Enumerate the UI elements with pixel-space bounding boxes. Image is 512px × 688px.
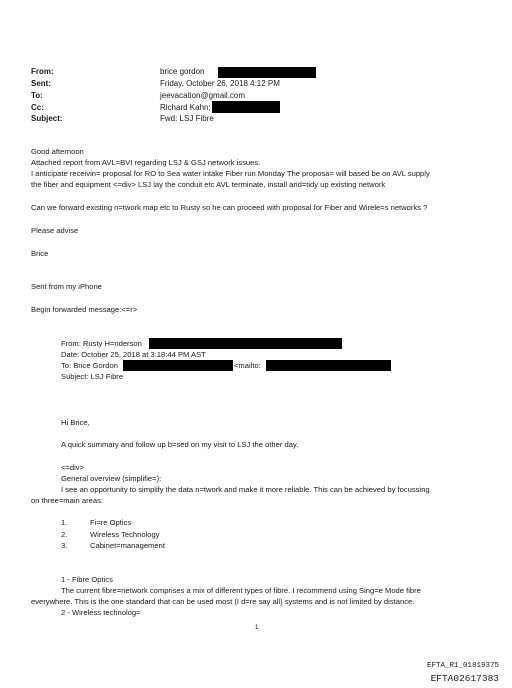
- fibre-text: The current fibre=network comprises a mix of different types of fibre. I recommend using Sing=e Mode fibre: [61, 586, 421, 595]
- list-item: Wireless Technology: [90, 530, 160, 539]
- body-line: the fiber and equipment <=div> LSJ lay the conduit etc AVL terminate, install and=tidy up existing network: [31, 180, 386, 189]
- cc-value: Richard Kahn;: [160, 103, 211, 112]
- from-value: brice gordon: [160, 67, 205, 76]
- to-value: jeevacation@gmail.com: [160, 91, 246, 100]
- to-label: To:: [31, 91, 43, 100]
- fwd-subject: Subject: LSJ Fibre: [61, 372, 124, 381]
- fwd-to: To: Brice Gordon: [61, 361, 118, 370]
- wireless-heading: 2 - Wireless technolog=: [61, 608, 141, 617]
- fwd-opportunity: I see an opportunity to simplify the data n=twork and make it more reliable. This can be achieved by focussing: [61, 485, 430, 494]
- bates-ref-1: EFTA_R1_01819375: [426, 662, 499, 670]
- body-please: Please advise: [31, 226, 79, 235]
- fwd-opportunity: on three=main areas:: [31, 496, 103, 505]
- signature: Brice: [31, 249, 49, 258]
- sent-label: Sent:: [31, 79, 51, 88]
- fwd-hi: Hi Brice,: [61, 418, 90, 427]
- redaction-box: [266, 360, 391, 371]
- subject-value: Fwd: LSJ Fibre: [160, 114, 214, 123]
- greeting: Good afternoon: [31, 147, 84, 156]
- page-number: 1: [255, 625, 259, 631]
- list-number: 3.: [61, 541, 68, 550]
- fibre-text: everywhere. This is the one standard that can be used most (I d=re say all) systems and is not limited by distance.: [31, 597, 415, 606]
- fwd-from: From: Rusty H=nderson: [61, 339, 142, 348]
- cc-label: Cc:: [31, 103, 44, 112]
- list-item: Fi=re Optics: [90, 518, 132, 527]
- redaction-box: [149, 338, 342, 349]
- fwd-overview: General overview (simplifie=):: [61, 474, 162, 483]
- bates-ref-2: EFTA02617383: [430, 673, 499, 684]
- fwd-date: Date: October 25, 2018 at 3:18:44 PM AST: [61, 350, 206, 359]
- list-number: 2.: [61, 530, 68, 539]
- redaction-box: [123, 360, 233, 371]
- fwd-summary: A quick summary and follow up b=sed on my visit to LSJ the other day.: [61, 440, 299, 449]
- list-item: Cabinet=management: [90, 541, 165, 550]
- fibre-heading: 1 - Fibre Optics: [61, 575, 113, 584]
- body-line: Attached report from AVL=BVI regarding LSJ & GSJ network issues.: [31, 158, 261, 167]
- body-line: I anticipate receivin= proposal for RO to Sea water intake Fiber run Monday The proposa= will based be on AVL supply: [31, 169, 430, 178]
- sent-value: Friday, October 26, 2018 4:12 PM: [160, 79, 280, 88]
- redaction-box: [218, 67, 316, 78]
- sent-from: Sent from my iPhone: [31, 282, 102, 291]
- fwd-div: <=div>: [61, 463, 85, 472]
- redaction-box: [212, 101, 280, 113]
- subject-label: Subject:: [31, 114, 63, 123]
- fwd-mailto: <mailto:: [234, 361, 261, 370]
- list-number: 1.: [61, 518, 68, 527]
- from-label: From:: [31, 67, 54, 76]
- begin-forwarded: Begin forwarded message:<=r>: [31, 305, 138, 314]
- body-question: Can we forward existing n=twork map etc to Rusty so he can proceed with proposal for Fiber and Wirele=s networks ?: [31, 203, 428, 212]
